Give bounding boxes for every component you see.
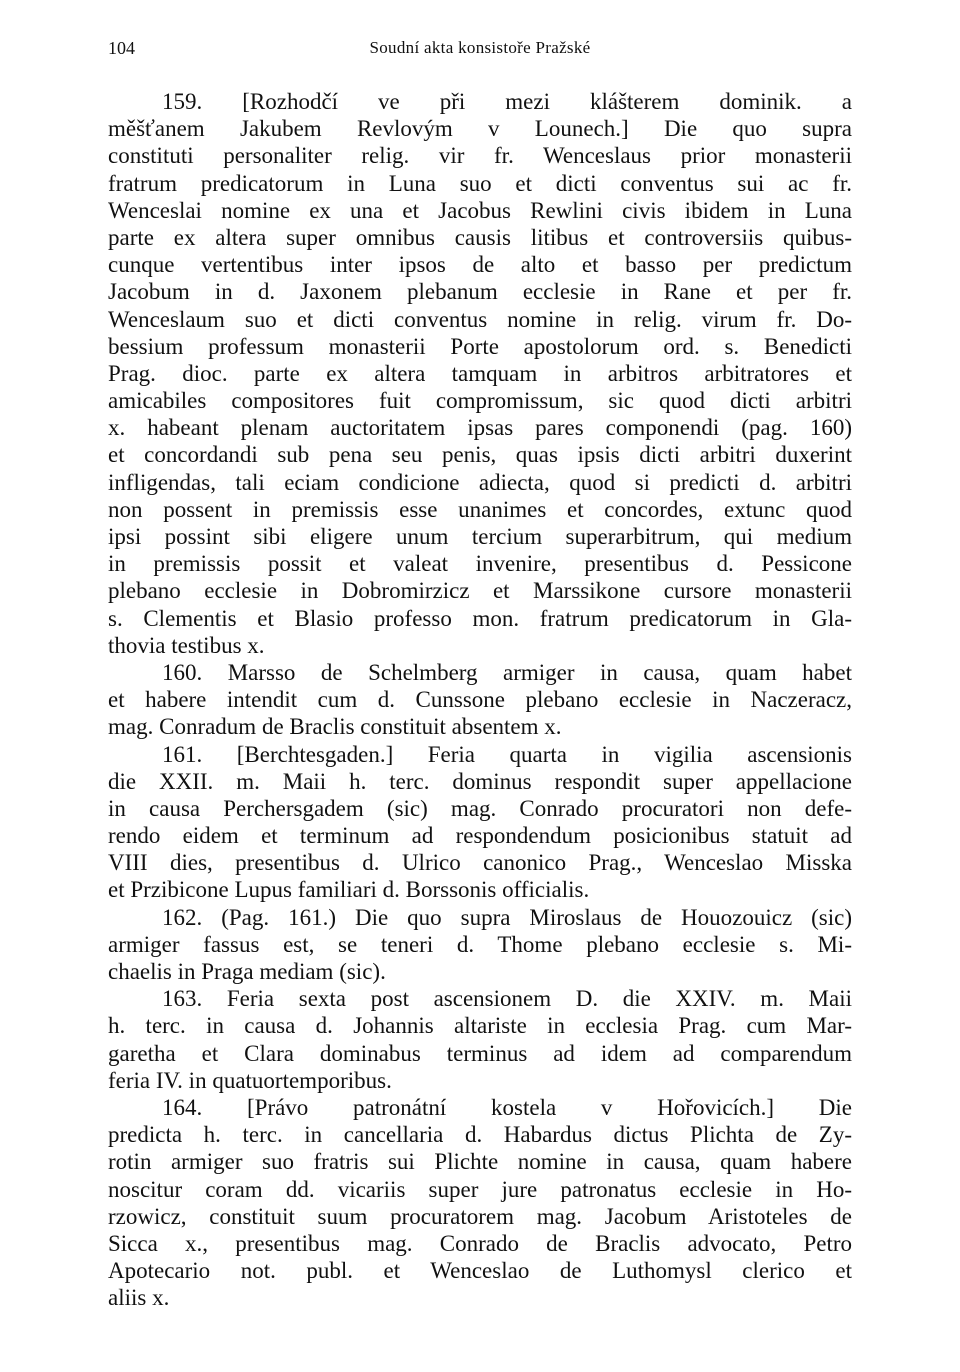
text-line: non possent in premissis esse unanimes et concordes, extunc quod xyxy=(108,496,852,522)
text-line: constituti personaliter relig. vir fr. Wenceslaus prior monasterii xyxy=(108,143,852,169)
text-line: Wenceslaum suo et dicti conventus nomine in relig. virum fr. Do- xyxy=(108,306,852,332)
text-line: aliis x. xyxy=(108,1285,170,1311)
text-line: chaelis in Praga mediam (sic). xyxy=(108,959,386,984)
text-line: Apotecario not. publ. et Wenceslao de Luthomysl clerico et xyxy=(108,1258,852,1284)
text-line: in causa Perchersgadem (sic) mag. Conrado procuratori non defe- xyxy=(108,795,852,821)
text-line: Prag. dioc. parte ex altera tamquam in arbitros arbitratores et xyxy=(108,360,852,386)
text-line: Jacobum in d. Jaxonem plebanum ecclesie in Rane et per fr. xyxy=(108,279,852,305)
text-line: rzowicz, constituit suum procuratorem mag. Jacobum Aristoteles de xyxy=(108,1203,852,1229)
text-line: rendo eidem et terminum ad respondendum posicionibus statuit ad xyxy=(108,823,852,849)
text-line: Sicca x., presentibus mag. Conrado de Braclis advocato, Petro xyxy=(108,1230,852,1256)
text-line: 159. [Rozhodčí ve při mezi klášterem dominik. a xyxy=(162,89,852,114)
text-line: in premissis possit et valeat invenire, presentibus d. Pessicone xyxy=(108,551,852,577)
text-line: rotin armiger suo fratris sui Plichte nomine in causa, quam habere xyxy=(108,1149,852,1175)
text-line: s. Clementis et Blasio professo mon. fratrum predicatorum in Gla- xyxy=(108,605,852,631)
text-line: Wenceslai nomine ex una et Jacobus Rewlini civis ibidem in Luna xyxy=(108,197,852,223)
text-line: et concordandi sub pena seu penis, quas ipsis dicti arbitri duxerint xyxy=(108,442,852,468)
text-line: et Przibicone Lupus familiari d. Borssonis officialis. xyxy=(108,877,590,903)
text-line: thovia testibus x. xyxy=(108,632,265,658)
running-title: Soudní akta konsistoře Pražské xyxy=(369,38,591,57)
text-line: bessium professum monasterii Porte apostolorum ord. s. Benedicti xyxy=(108,333,852,359)
text-line: 162. (Pag. 161.) Die quo supra Miroslaus de Houozouicz (sic) xyxy=(162,904,852,930)
text-line: 164. [Právo patronátní kostela v Hořovicích.] Die xyxy=(162,1094,852,1120)
text-line: parte ex altera super omnibus causis litibus et controversiis quibus- xyxy=(108,224,852,250)
page-header xyxy=(108,38,852,62)
text-line: et habere intendit cum d. Cunssone plebano ecclesie in Naczeracz, xyxy=(108,687,852,713)
text-line: h. terc. in causa d. Johannis altariste in ecclesia Prag. cum Mar- xyxy=(108,1013,852,1039)
document-body xyxy=(108,88,852,1311)
text-line: ipsi possint sibi eligere unum tercium superarbitrum, qui medium xyxy=(108,524,852,549)
text-line: garetha et Clara dominabus terminus ad idem ad comparendum xyxy=(108,1040,852,1066)
text-line: noscitur coram dd. vicariis super jure patronatus ecclesie in Ho- xyxy=(108,1176,852,1202)
text-line: plebano ecclesie in Dobromirzicz et Marssikone cursore monasterii xyxy=(108,578,852,604)
text-line: amicabiles compositores fuit compromissum, sic quod dicti arbitri xyxy=(108,388,852,414)
text-line: infligendas, tali eciam condicione adiecta, quod si predicti d. arbitri xyxy=(108,469,852,495)
page-number: 104 xyxy=(108,38,135,58)
text-line: 160. Marsso de Schelmberg armiger in causa, quam habet xyxy=(162,659,852,685)
text-line: armiger fassus est, se teneri d. Thome plebano ecclesie s. Mi- xyxy=(108,931,852,957)
text-line: predicta h. terc. in cancellaria d. Habardus dictus Plichta de Zy- xyxy=(108,1122,852,1148)
text-line: x. habeant plenam auctoritatem ipsas pares componendi (pag. 160) xyxy=(108,415,852,441)
text-line: 161. [Berchtesgaden.] Feria quarta in vigilia ascensionis xyxy=(162,741,852,767)
text-line: feria IV. in quatuortemporibus. xyxy=(108,1067,392,1093)
text-line: fratrum predicatorum in Luna suo et dicti conventus sui ac fr. xyxy=(108,170,852,196)
text-line: VIII dies, presentibus d. Ulrico canonico Prag., Wenceslao Misska xyxy=(108,850,852,876)
text-line: cunque vertentibus inter ipsos de alto et basso per predictum xyxy=(108,252,852,278)
text-line: 163. Feria sexta post ascensionem D. die XXIV. m. Maii xyxy=(162,986,852,1012)
text-line: die XXII. m. Maii h. terc. dominus respondit super appellacione xyxy=(108,768,852,794)
text-line: měšťanem Jakubem Revlovým v Lounech.] Die quo supra xyxy=(108,116,852,142)
text-line: mag. Conradum de Braclis constituit absentem x. xyxy=(108,714,562,740)
